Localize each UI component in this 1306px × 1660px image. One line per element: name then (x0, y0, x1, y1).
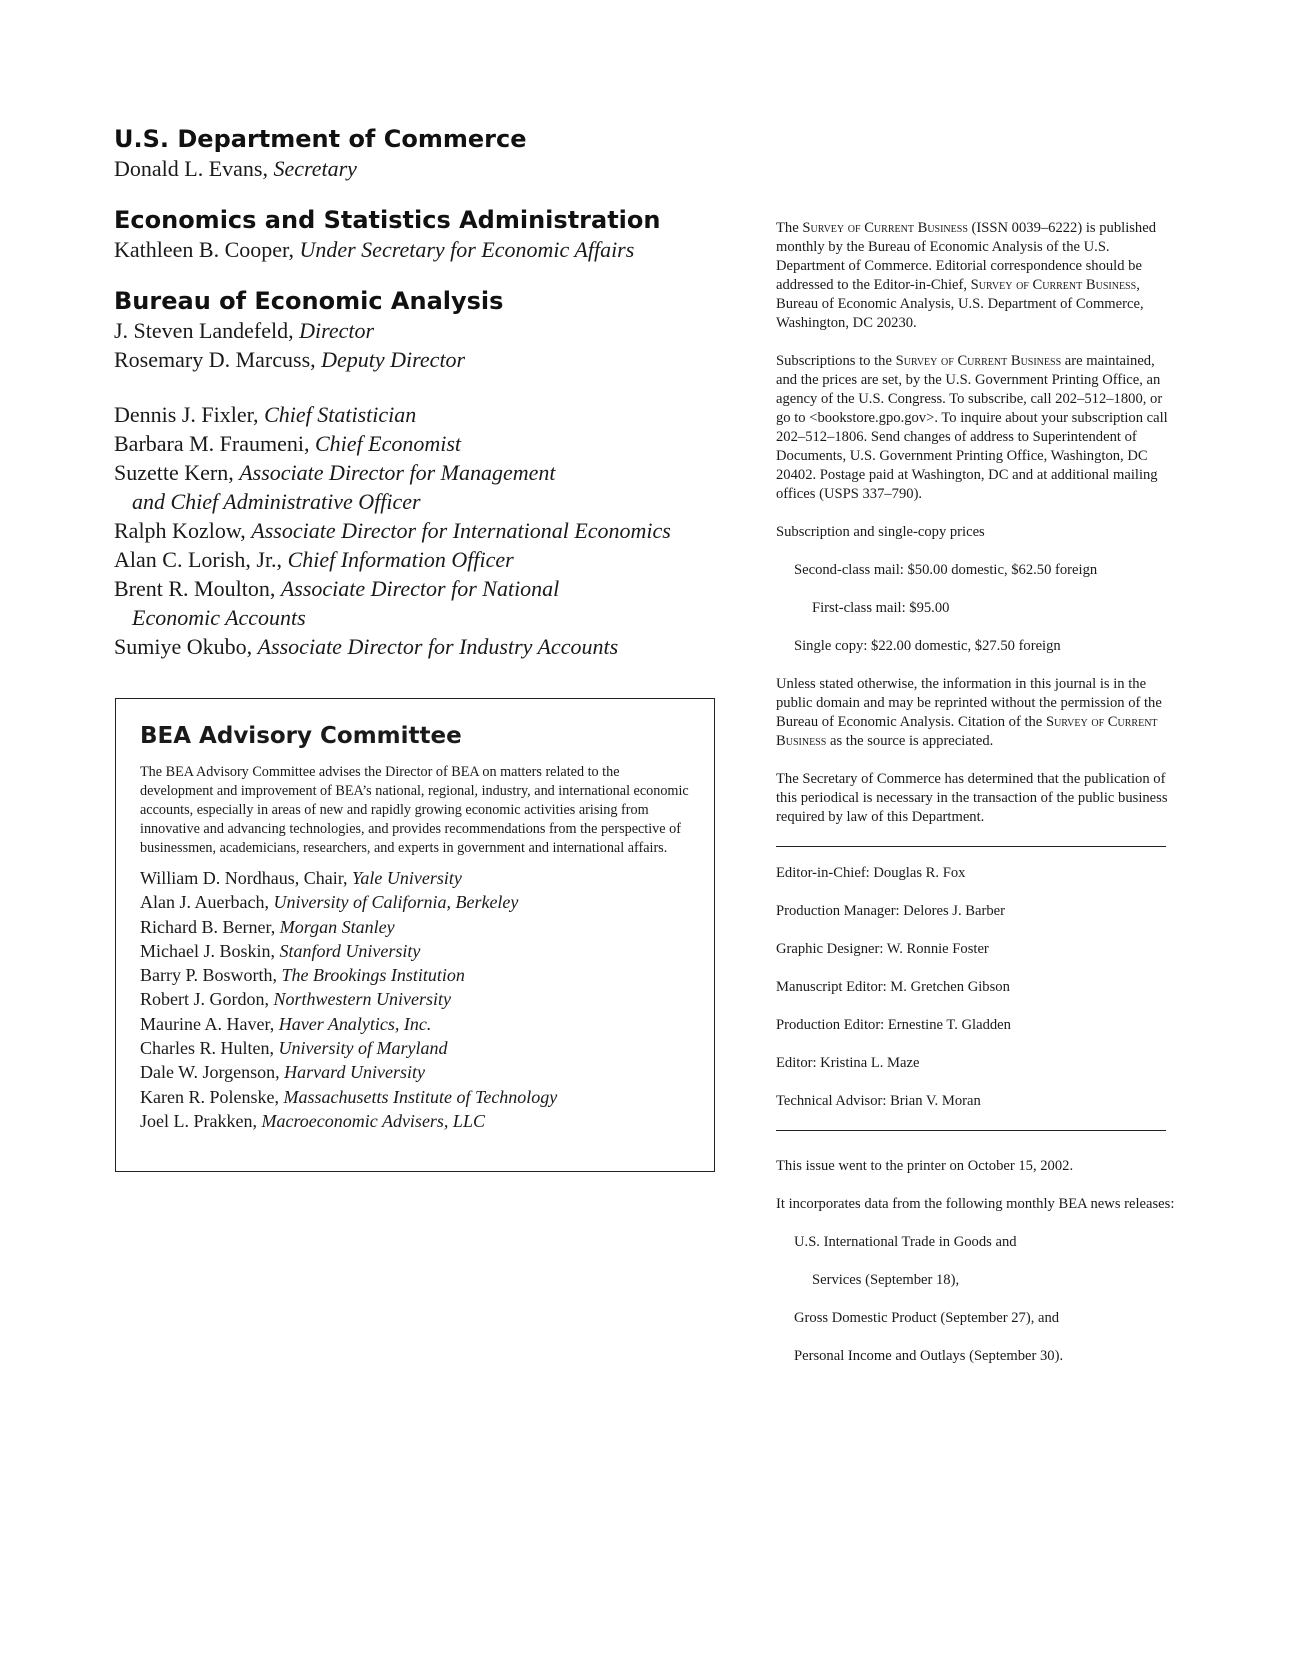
member-item (140, 987, 692, 1011)
person-role-continued: and Chief Administrative Officer (132, 489, 421, 514)
member-name: Barry P. Bosworth, (140, 965, 278, 986)
staff-item-continuation (114, 487, 724, 516)
member-item (140, 1012, 692, 1036)
release-item: Personal Income and Outlays (September 30). (794, 1348, 1064, 1364)
text-run: Subscriptions to the (776, 353, 892, 369)
staff-credit: Editor-in-Chief: Douglas R. Fox (776, 865, 966, 881)
text-run: Unless stated otherwise, the information in this journal is in the public domain and may be reprinted without the permission of the Bureau of Economic Analysis. Citation of the (776, 676, 1162, 730)
person-role: Associate Director for National (280, 576, 560, 601)
person-name: Rosemary D. Marcuss, (114, 347, 316, 372)
staff-item (114, 574, 724, 603)
person-name: Dennis J. Fixler, (114, 402, 259, 427)
member-item (140, 866, 692, 890)
person-name: J. Steven Landefeld, (114, 318, 294, 343)
staff-item (114, 400, 724, 429)
survey-title: Survey of Current Business (776, 714, 1158, 749)
staff-item (114, 429, 724, 458)
survey-title: Survey of Current Business (895, 353, 1062, 369)
commerce-block (114, 124, 724, 183)
member-name: Alan J. Auerbach, (140, 892, 269, 913)
member-item (140, 939, 692, 963)
public-domain-notice (776, 675, 1176, 751)
release-item: U.S. International Trade in Goods and (794, 1234, 1017, 1250)
commerce-secretary (114, 154, 724, 183)
person-role: Associate Director for Management (239, 460, 556, 485)
price-single-copy: Single copy: $22.00 domestic, $27.50 foreign (794, 638, 1061, 654)
staff-credit: Production Manager: Delores J. Barber (776, 903, 1005, 919)
member-affiliation: The Brookings Institution (281, 965, 465, 986)
member-affiliation: Northwestern University (273, 989, 451, 1010)
person-name: Brent R. Moulton, (114, 576, 276, 601)
divider (776, 846, 1166, 847)
prices-block (776, 523, 1176, 656)
staff-item-continuation (114, 603, 724, 632)
member-affiliation: Yale University (352, 868, 462, 888)
member-affiliation: Stanford University (279, 940, 421, 961)
text-run: (ISSN 0039–6222) is published monthly by the Bureau of Economic Analysis of the U.S. Department of Commerce. Editorial correspondence should be addressed to the Editor-in-Chief, (776, 220, 1156, 293)
advisory-committee-box (115, 698, 715, 1172)
issue-data-note: It incorporates data from the following monthly BEA news releases: (776, 1196, 1175, 1212)
person-role: Secretary (273, 156, 357, 181)
bea-deputy-director (114, 345, 724, 374)
member-item (140, 963, 692, 987)
prices-heading: Subscription and single-copy prices (776, 524, 985, 540)
member-item (140, 1085, 692, 1109)
staff-credit: Editor: Kristina L. Maze (776, 1055, 920, 1071)
member-affiliation: Massachusetts Institute of Technology (283, 1086, 558, 1107)
person-role-continued: Economic Accounts (132, 605, 306, 630)
esa-heading: Economics and Statistics Administration (114, 206, 661, 234)
bea-director (114, 316, 724, 345)
member-item (140, 1109, 692, 1133)
advisory-committee-description: The BEA Advisory Committee advises the Director of BEA on matters related to the development and improvement of BEA’s national, regional, industry, and international economic accounts, especially in areas of new and rapidly growing economic activities arising from innovative and advancing technologies, and provides recommendations from the perspective of businessmen, academicians, researchers, and experts in government and international affairs. (140, 764, 689, 856)
leadership-column (114, 124, 724, 661)
person-role: Under Secretary for Economic Affairs (299, 237, 635, 262)
staff-item (114, 632, 724, 661)
staff-credit: Manuscript Editor: M. Gretchen Gibson (776, 979, 1010, 995)
text-run: , Bureau of Economic Analysis, U.S. Department of Commerce, Washington, DC 20230. (776, 277, 1144, 331)
member-name: Dale W. Jorgenson, (140, 1062, 280, 1083)
member-item (140, 1036, 692, 1060)
staff-credit: Technical Advisor: Brian V. Moran (776, 1093, 981, 1109)
secretary-notice: The Secretary of Commerce has determined that the publication of this periodical is necessary in the transaction of the public business required by law of this Department. (776, 771, 1168, 825)
person-name: Kathleen B. Cooper, (114, 237, 294, 262)
member-name: Joel L. Prakken, (140, 1110, 257, 1131)
staff-credits (776, 864, 1176, 1111)
member-name: Michael J. Boskin, (140, 940, 275, 961)
person-role: Chief Statistician (264, 402, 417, 427)
staff-item (114, 458, 724, 487)
member-affiliation: University of Maryland (278, 1038, 448, 1059)
survey-title: Survey of Current Business (802, 220, 968, 236)
esa-block (114, 205, 724, 264)
publication-notice (776, 219, 1176, 333)
bea-heading: Bureau of Economic Analysis (114, 287, 504, 315)
issue-print-date: This issue went to the printer on October 15, 2002. (776, 1158, 1074, 1174)
member-affiliation: Harvard University (284, 1062, 425, 1083)
member-item (140, 915, 692, 939)
subscription-notice (776, 352, 1176, 504)
member-name: Robert J. Gordon, (140, 989, 269, 1010)
member-affiliation: Morgan Stanley (279, 916, 395, 937)
release-item: Gross Domestic Product (September 27), and (794, 1310, 1060, 1326)
advisory-member-list (140, 866, 692, 1133)
member-affiliation: Haver Analytics, Inc. (278, 1013, 432, 1034)
person-name: Donald L. Evans, (114, 156, 268, 181)
person-role: Deputy Director (321, 347, 466, 372)
text-run: are maintained, and the prices are set, by the U.S. Government Printing Office, an agency of the U.S. Congress. To subscribe, call 202–512–1800, or go to <bookstore.gpo.gov>. To inquire about your subscription call 202–512–1806. Send changes of address to Superintendent of Documents, U.S. Government Printing Office, Washington, DC 20402. Postage paid at Washington, DC and at additional mailing offices (USPS 337–790). (776, 353, 1168, 502)
person-name: Alan C. Lorish, Jr., (114, 547, 283, 572)
bea-block (114, 286, 724, 374)
survey-title: Survey of Current Business (970, 277, 1137, 293)
person-role: Chief Information Officer (287, 547, 514, 572)
person-role: Director (299, 318, 375, 343)
person-role: Associate Director for International Economics (251, 518, 671, 543)
person-name: Ralph Kozlow, (114, 518, 246, 543)
person-role: Associate Director for Industry Accounts (257, 634, 619, 659)
commerce-heading: U.S. Department of Commerce (114, 125, 527, 153)
person-name: Sumiye Okubo, (114, 634, 253, 659)
person-name: Suzette Kern, (114, 460, 234, 485)
price-second-class: Second-class mail: $50.00 domestic, $62.50 foreign (794, 562, 1098, 578)
issue-info (776, 1157, 1176, 1366)
text-run: The (776, 220, 799, 236)
divider (776, 1130, 1166, 1131)
bea-staff-list (114, 400, 724, 661)
member-name: Maurine A. Haver, (140, 1013, 275, 1034)
member-name: William D. Nordhaus, Chair, (140, 868, 348, 888)
member-name: Charles R. Hulten, (140, 1038, 274, 1059)
member-item (140, 1060, 692, 1084)
esa-under-secretary (114, 235, 724, 264)
staff-item (114, 545, 724, 574)
member-affiliation: Macroeconomic Advisers, LLC (261, 1110, 485, 1131)
publication-info-column (776, 219, 1176, 1385)
member-item (140, 890, 692, 914)
member-affiliation: University of California, Berkeley (273, 892, 519, 913)
price-first-class: First-class mail: $95.00 (812, 600, 950, 616)
member-name: Karen R. Polenske, (140, 1086, 279, 1107)
staff-credit: Production Editor: Ernestine T. Gladden (776, 1017, 1011, 1033)
staff-credit: Graphic Designer: W. Ronnie Foster (776, 941, 989, 957)
person-role: Chief Economist (315, 431, 462, 456)
member-name: Richard B. Berner, (140, 916, 276, 937)
person-name: Barbara M. Fraumeni, (114, 431, 310, 456)
advisory-committee-title: BEA Advisory Committee (140, 723, 462, 749)
text-run: as the source is appreciated. (829, 733, 994, 749)
staff-item (114, 516, 724, 545)
release-item: Services (September 18), (812, 1272, 960, 1288)
